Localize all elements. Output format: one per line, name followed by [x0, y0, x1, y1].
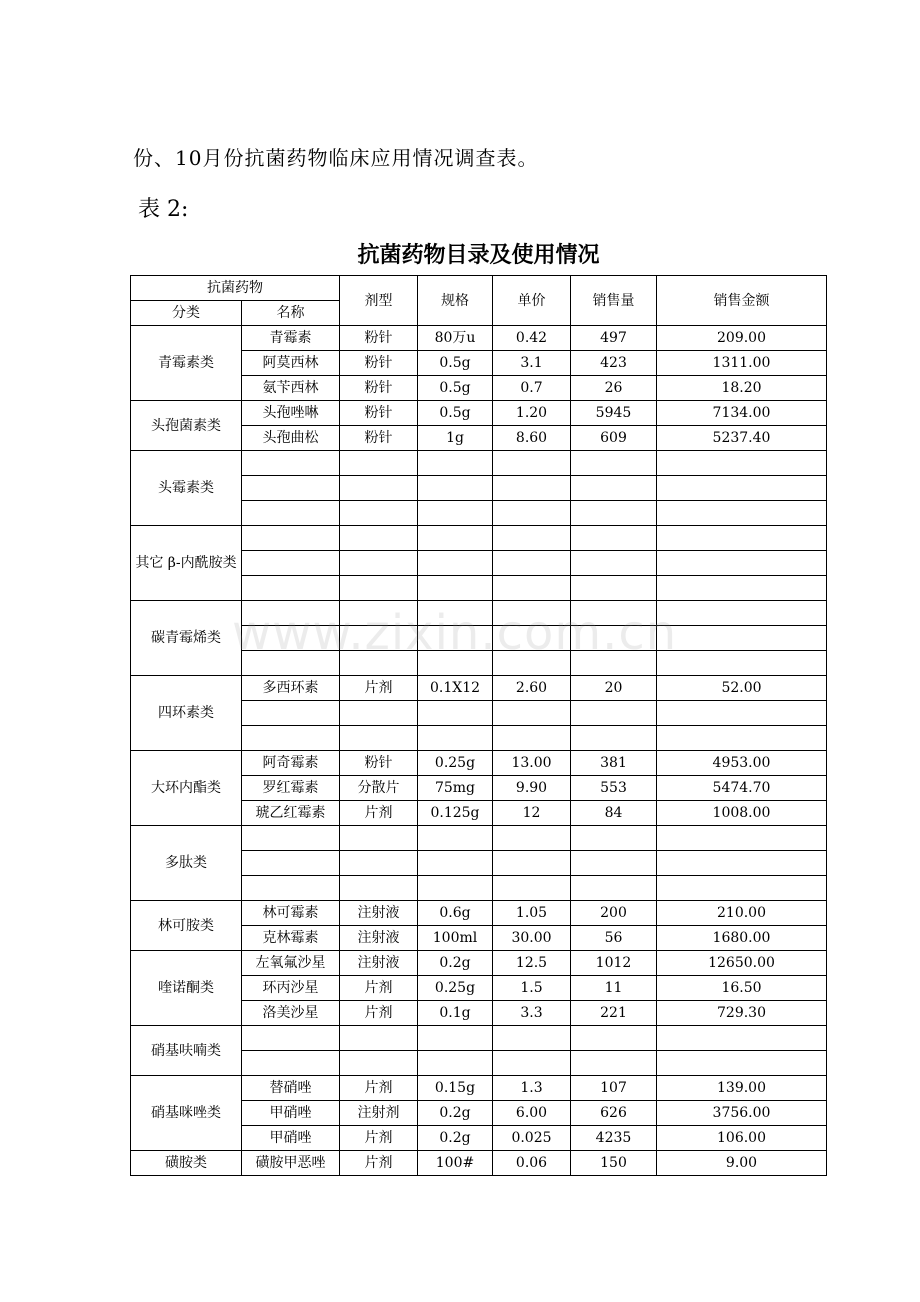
price-cell: 0.7 — [493, 376, 571, 401]
price-cell: 1.05 — [493, 901, 571, 926]
price-cell — [493, 701, 571, 726]
form-cell — [340, 651, 418, 676]
spec-cell — [418, 576, 493, 601]
drug-name-cell: 头孢曲松 — [242, 426, 340, 451]
drug-name-cell — [242, 501, 340, 526]
qty-cell: 20 — [571, 676, 657, 701]
qty-cell: 56 — [571, 926, 657, 951]
spec-cell — [418, 651, 493, 676]
form-cell: 注射液 — [340, 926, 418, 951]
spec-cell: 0.2g — [418, 1101, 493, 1126]
amount-cell — [657, 626, 827, 651]
category-cell: 其它 β-内酰胺类 — [131, 526, 242, 601]
spec-cell: 0.125g — [418, 801, 493, 826]
table-row — [131, 451, 827, 476]
price-cell — [493, 526, 571, 551]
price-cell — [493, 851, 571, 876]
spec-cell — [418, 851, 493, 876]
form-cell — [340, 1051, 418, 1076]
spec-cell: 0.2g — [418, 1126, 493, 1151]
price-cell: 30.00 — [493, 926, 571, 951]
spec-cell: 0.2g — [418, 951, 493, 976]
drug-name-cell: 阿奇霉素 — [242, 751, 340, 776]
qty-cell — [571, 501, 657, 526]
table-row — [131, 601, 827, 626]
category-cell: 磺胺类 — [131, 1151, 242, 1176]
qty-cell — [571, 1026, 657, 1051]
amount-cell — [657, 876, 827, 901]
amount-cell — [657, 826, 827, 851]
spec-cell: 0.1X12 — [418, 676, 493, 701]
spec-cell — [418, 551, 493, 576]
header-category: 分类 — [131, 301, 242, 326]
price-cell: 3.3 — [493, 1001, 571, 1026]
spec-cell — [418, 1026, 493, 1051]
form-cell — [340, 701, 418, 726]
category-cell: 青霉素类 — [131, 326, 242, 401]
form-cell: 粉针 — [340, 376, 418, 401]
qty-cell: 11 — [571, 976, 657, 1001]
form-cell: 粉针 — [340, 401, 418, 426]
amount-cell: 9.00 — [657, 1151, 827, 1176]
spec-cell: 80万u — [418, 326, 493, 351]
category-cell: 四环素类 — [131, 676, 242, 751]
form-cell — [340, 551, 418, 576]
amount-cell — [657, 451, 827, 476]
form-cell: 粉针 — [340, 351, 418, 376]
qty-cell — [571, 876, 657, 901]
spec-cell — [418, 476, 493, 501]
amount-cell: 106.00 — [657, 1126, 827, 1151]
form-cell: 注射液 — [340, 901, 418, 926]
spec-cell: 0.15g — [418, 1076, 493, 1101]
spec-cell: 75mg — [418, 776, 493, 801]
form-cell: 片剂 — [340, 1076, 418, 1101]
price-cell: 1.5 — [493, 976, 571, 1001]
spec-cell: 100ml — [418, 926, 493, 951]
form-cell — [340, 726, 418, 751]
qty-cell — [571, 826, 657, 851]
form-cell: 粉针 — [340, 426, 418, 451]
price-cell — [493, 501, 571, 526]
drug-name-cell — [242, 726, 340, 751]
drug-name-cell: 林可霉素 — [242, 901, 340, 926]
drug-name-cell: 阿莫西林 — [242, 351, 340, 376]
amount-cell: 52.00 — [657, 676, 827, 701]
category-cell: 林可胺类 — [131, 901, 242, 951]
amount-cell — [657, 1051, 827, 1076]
amount-cell: 3756.00 — [657, 1101, 827, 1126]
qty-cell — [571, 451, 657, 476]
table-body — [131, 326, 827, 1176]
drug-name-cell: 左氧氟沙星 — [242, 951, 340, 976]
qty-cell: 1012 — [571, 951, 657, 976]
spec-cell — [418, 726, 493, 751]
table-label: 表 2: — [138, 197, 189, 222]
drug-name-cell — [242, 1051, 340, 1076]
category-cell: 多肽类 — [131, 826, 242, 901]
drug-name-cell — [242, 851, 340, 876]
price-cell — [493, 726, 571, 751]
price-cell — [493, 876, 571, 901]
spec-cell: 0.6g — [418, 901, 493, 926]
drug-name-cell: 多西环素 — [242, 676, 340, 701]
form-cell: 片剂 — [340, 1151, 418, 1176]
price-cell: 12 — [493, 801, 571, 826]
amount-cell — [657, 551, 827, 576]
form-cell — [340, 851, 418, 876]
qty-cell — [571, 526, 657, 551]
form-cell — [340, 826, 418, 851]
amount-cell — [657, 601, 827, 626]
spec-cell: 0.5g — [418, 376, 493, 401]
amount-cell: 4953.00 — [657, 751, 827, 776]
price-cell — [493, 651, 571, 676]
spec-cell: 0.25g — [418, 751, 493, 776]
qty-cell: 107 — [571, 1076, 657, 1101]
drug-name-cell — [242, 576, 340, 601]
amount-cell — [657, 851, 827, 876]
header-qty: 销售量 — [571, 276, 657, 326]
spec-cell — [418, 626, 493, 651]
qty-cell: 221 — [571, 1001, 657, 1026]
form-cell — [340, 876, 418, 901]
table-row — [131, 826, 827, 851]
amount-cell — [657, 726, 827, 751]
form-cell: 片剂 — [340, 801, 418, 826]
spec-cell — [418, 701, 493, 726]
qty-cell — [571, 576, 657, 601]
qty-cell — [571, 701, 657, 726]
amount-cell: 18.20 — [657, 376, 827, 401]
price-cell: 2.60 — [493, 676, 571, 701]
form-cell: 片剂 — [340, 1001, 418, 1026]
drug-name-cell — [242, 526, 340, 551]
qty-cell: 553 — [571, 776, 657, 801]
header-amount: 销售金额 — [657, 276, 827, 326]
price-cell — [493, 626, 571, 651]
table-row — [131, 751, 827, 776]
header-group: 抗菌药物 — [131, 276, 340, 301]
price-cell: 1.20 — [493, 401, 571, 426]
spec-cell: 1g — [418, 426, 493, 451]
header-name: 名称 — [242, 301, 340, 326]
table-row — [131, 901, 827, 926]
price-cell: 0.025 — [493, 1126, 571, 1151]
table-row — [131, 1076, 827, 1101]
amount-cell — [657, 576, 827, 601]
drug-name-cell — [242, 601, 340, 626]
drug-name-cell: 环丙沙星 — [242, 976, 340, 1001]
amount-cell: 210.00 — [657, 901, 827, 926]
drug-name-cell: 甲硝唑 — [242, 1126, 340, 1151]
drug-name-cell — [242, 476, 340, 501]
header-row-1 — [131, 276, 827, 301]
qty-cell: 497 — [571, 326, 657, 351]
amount-cell: 5474.70 — [657, 776, 827, 801]
category-cell: 喹诺酮类 — [131, 951, 242, 1026]
form-cell: 粉针 — [340, 326, 418, 351]
intro-text: 份、10月份抗菌药物临床应用情况调查表。 — [133, 146, 539, 170]
form-cell — [340, 626, 418, 651]
spec-cell — [418, 526, 493, 551]
amount-cell — [657, 651, 827, 676]
form-cell: 片剂 — [340, 976, 418, 1001]
price-cell — [493, 476, 571, 501]
qty-cell: 423 — [571, 351, 657, 376]
spec-cell: 0.5g — [418, 401, 493, 426]
price-cell — [493, 451, 571, 476]
qty-cell: 84 — [571, 801, 657, 826]
form-cell — [340, 476, 418, 501]
category-cell: 头孢菌素类 — [131, 401, 242, 451]
spec-cell: 0.1g — [418, 1001, 493, 1026]
form-cell: 注射剂 — [340, 1101, 418, 1126]
drug-name-cell — [242, 451, 340, 476]
category-cell: 大环内酯类 — [131, 751, 242, 826]
table-row — [131, 951, 827, 976]
drug-name-cell: 琥乙红霉素 — [242, 801, 340, 826]
table-row — [131, 676, 827, 701]
amount-cell — [657, 701, 827, 726]
drug-name-cell — [242, 651, 340, 676]
category-cell: 硝基呋喃类 — [131, 1026, 242, 1076]
price-cell: 1.3 — [493, 1076, 571, 1101]
table-row — [131, 326, 827, 351]
drug-name-cell: 替硝唑 — [242, 1076, 340, 1101]
qty-cell: 4235 — [571, 1126, 657, 1151]
qty-cell: 26 — [571, 376, 657, 401]
amount-cell: 139.00 — [657, 1076, 827, 1101]
header-form: 剂型 — [340, 276, 418, 326]
amount-cell: 729.30 — [657, 1001, 827, 1026]
amount-cell: 209.00 — [657, 326, 827, 351]
antibiotic-table — [130, 275, 827, 1176]
drug-name-cell: 青霉素 — [242, 326, 340, 351]
form-cell: 片剂 — [340, 1126, 418, 1151]
category-cell: 头霉素类 — [131, 451, 242, 526]
price-cell: 9.90 — [493, 776, 571, 801]
spec-cell — [418, 601, 493, 626]
drug-name-cell — [242, 876, 340, 901]
drug-name-cell — [242, 1026, 340, 1051]
table-row — [131, 401, 827, 426]
qty-cell — [571, 551, 657, 576]
header-price: 单价 — [493, 276, 571, 326]
table-title: 抗菌药物目录及使用情况 — [357, 243, 600, 268]
qty-cell — [571, 851, 657, 876]
qty-cell: 609 — [571, 426, 657, 451]
amount-cell — [657, 1026, 827, 1051]
qty-cell — [571, 601, 657, 626]
spec-cell: 100# — [418, 1151, 493, 1176]
spec-cell — [418, 876, 493, 901]
price-cell — [493, 1051, 571, 1076]
amount-cell — [657, 476, 827, 501]
drug-name-cell — [242, 826, 340, 851]
spec-cell — [418, 1051, 493, 1076]
form-cell: 粉针 — [340, 751, 418, 776]
spec-cell — [418, 451, 493, 476]
form-cell — [340, 601, 418, 626]
qty-cell: 200 — [571, 901, 657, 926]
price-cell: 3.1 — [493, 351, 571, 376]
form-cell: 分散片 — [340, 776, 418, 801]
header-spec: 规格 — [418, 276, 493, 326]
drug-name-cell: 罗红霉素 — [242, 776, 340, 801]
qty-cell: 150 — [571, 1151, 657, 1176]
drug-name-cell: 头孢唑啉 — [242, 401, 340, 426]
price-cell — [493, 601, 571, 626]
spec-cell: 0.5g — [418, 351, 493, 376]
price-cell: 13.00 — [493, 751, 571, 776]
price-cell: 0.06 — [493, 1151, 571, 1176]
drug-name-cell: 氨苄西林 — [242, 376, 340, 401]
qty-cell — [571, 726, 657, 751]
form-cell: 片剂 — [340, 676, 418, 701]
amount-cell — [657, 501, 827, 526]
spec-cell — [418, 826, 493, 851]
drug-name-cell: 洛美沙星 — [242, 1001, 340, 1026]
drug-name-cell — [242, 626, 340, 651]
price-cell — [493, 576, 571, 601]
drug-name-cell — [242, 551, 340, 576]
drug-name-cell: 甲硝唑 — [242, 1101, 340, 1126]
qty-cell — [571, 626, 657, 651]
price-cell — [493, 551, 571, 576]
amount-cell: 12650.00 — [657, 951, 827, 976]
price-cell: 6.00 — [493, 1101, 571, 1126]
form-cell — [340, 1026, 418, 1051]
drug-name-cell — [242, 701, 340, 726]
amount-cell: 7134.00 — [657, 401, 827, 426]
amount-cell: 16.50 — [657, 976, 827, 1001]
price-cell — [493, 1026, 571, 1051]
drug-name-cell: 磺胺甲恶唑 — [242, 1151, 340, 1176]
price-cell: 12.5 — [493, 951, 571, 976]
qty-cell — [571, 651, 657, 676]
form-cell — [340, 576, 418, 601]
table-row — [131, 1026, 827, 1051]
spec-cell: 0.25g — [418, 976, 493, 1001]
amount-cell: 5237.40 — [657, 426, 827, 451]
price-cell — [493, 826, 571, 851]
amount-cell: 1008.00 — [657, 801, 827, 826]
category-cell: 碳青霉烯类 — [131, 601, 242, 676]
form-cell — [340, 451, 418, 476]
drug-name-cell: 克林霉素 — [242, 926, 340, 951]
spec-cell — [418, 501, 493, 526]
qty-cell — [571, 1051, 657, 1076]
table-row — [131, 526, 827, 551]
form-cell — [340, 526, 418, 551]
category-cell: 硝基咪唑类 — [131, 1076, 242, 1151]
amount-cell — [657, 526, 827, 551]
amount-cell: 1311.00 — [657, 351, 827, 376]
watermark: www.zixin.com.cn — [232, 605, 678, 661]
amount-cell: 1680.00 — [657, 926, 827, 951]
qty-cell — [571, 476, 657, 501]
qty-cell: 626 — [571, 1101, 657, 1126]
price-cell: 0.42 — [493, 326, 571, 351]
form-cell: 注射液 — [340, 951, 418, 976]
table-row — [131, 1151, 827, 1176]
form-cell — [340, 501, 418, 526]
qty-cell: 5945 — [571, 401, 657, 426]
price-cell: 8.60 — [493, 426, 571, 451]
qty-cell: 381 — [571, 751, 657, 776]
